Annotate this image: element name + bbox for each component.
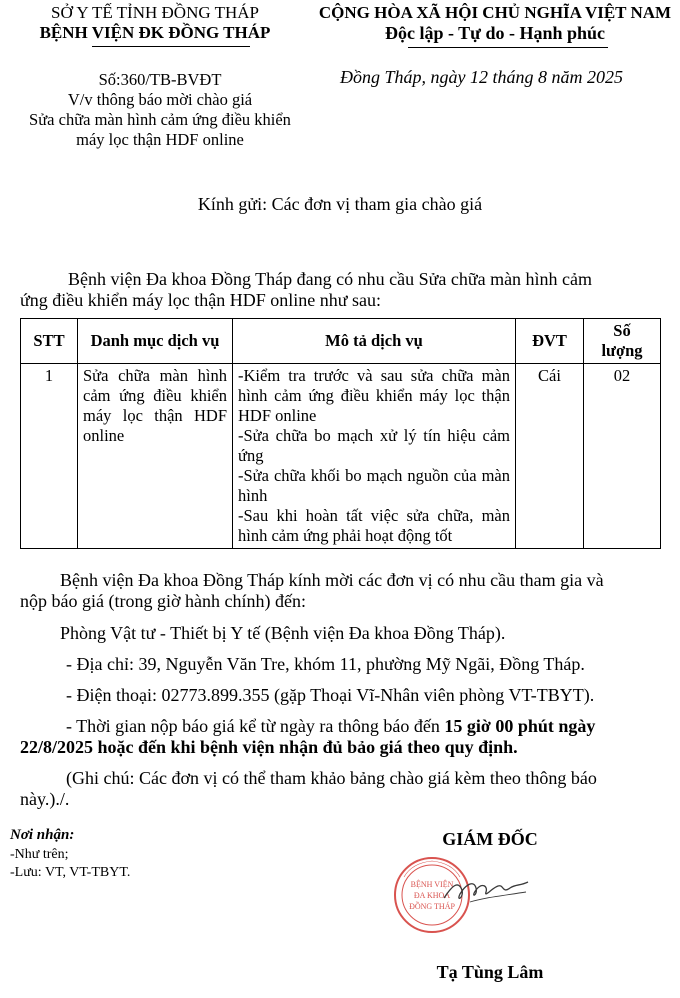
invite-line-2: nộp báo giá (trong giờ hành chính) đến: [20, 591, 306, 611]
department-name: SỞ Y TẾ TỈNH ĐỒNG THÁP [51, 3, 259, 22]
desc-item: -Kiểm tra trước và sau sửa chữa màn hình cảm ứng điều khiển máy lọc thận HDF online [238, 366, 510, 425]
desc-item: -Sửa chữa bo mạch xử lý tín hiệu cảm ứng [238, 426, 510, 465]
note-line-1: (Ghi chú: Các đơn vị có thể tham khảo bảng chào giá kèm theo thông báo [66, 768, 597, 788]
document-number: Số:360/TB-BVĐT [98, 70, 222, 89]
qty-header-line-1: Số [613, 321, 631, 340]
deadline-time: 15 giờ 00 phút ngày [444, 716, 596, 736]
cell-stt: 1 [21, 364, 78, 549]
phone-line: - Điện thoại: 02773.899.355 (gặp Thoại Vĩ-Nhân viên phòng VT-TBYT). [66, 685, 595, 705]
col-header-service: Danh mục dịch vụ [78, 319, 233, 364]
cell-description [233, 364, 516, 549]
subject-line-2: Sửa chữa màn hình cảm ứng điều khiển [29, 110, 291, 129]
service-table [20, 318, 661, 549]
department-line: Phòng Vật tư - Thiết bị Y tế (Bệnh viện Đa khoa Đồng Tháp). [60, 623, 506, 643]
col-header-unit: ĐVT [516, 319, 584, 364]
cell-quantity: 02 [584, 364, 661, 549]
invite-line-1: Bệnh viện Đa khoa Đồng Tháp kính mời các đơn vị có nhu cầu tham gia và [60, 570, 604, 590]
recipient-2: -Lưu: VT, VT-TBYT. [10, 865, 131, 880]
col-header-description: Mô tả dịch vụ [233, 319, 516, 364]
place-date: Đồng Tháp, ngày 12 tháng 8 năm 2025 [340, 67, 623, 87]
seal-text-1: BỆNH VIỆN [410, 880, 454, 889]
left-header-rule [92, 46, 250, 47]
seal-text-3: ĐỒNG THÁP [409, 902, 455, 911]
intro-line-1: Bệnh viện Đa khoa Đồng Tháp đang có nhu cầu Sửa chữa màn hình cảm [68, 269, 593, 289]
recipients-title: Nơi nhận: [10, 827, 75, 843]
deadline-prefix: - Thời gian nộp báo giá kể từ ngày ra thông báo đến [66, 716, 440, 736]
intro-line-2: ứng điều khiển máy lọc thận HDF online như sau: [20, 290, 381, 310]
director-name: Tạ Tùng Lâm [436, 962, 544, 982]
desc-item: -Sửa chữa khối bo mạch nguồn của màn hình [238, 466, 510, 505]
director-signature [440, 868, 532, 912]
deadline-line-1 [66, 715, 680, 737]
deadline-line-2: 22/8/2025 hoặc đến khi bệnh viện nhận đủ bảo giá theo quy định. [20, 737, 518, 757]
table-row [21, 364, 661, 549]
table-header-row [21, 319, 661, 364]
recipient-1: -Như trên; [10, 847, 69, 862]
national-motto: Độc lập - Tự do - Hạnh phúc [384, 23, 606, 43]
col-header-stt: STT [21, 319, 78, 364]
seal-text-2: ĐA KHOA [413, 891, 451, 900]
qty-header-line-2: lượng [601, 341, 643, 360]
right-header-rule [408, 47, 608, 48]
subject-line-3: máy lọc thận HDF online [76, 130, 244, 149]
director-title: GIÁM ĐỐC [442, 829, 538, 849]
cell-service: Sửa chữa màn hình cảm ứng điều khiển máy lọc thận HDF online [78, 364, 233, 549]
cell-unit: Cái [516, 364, 584, 549]
col-header-quantity [584, 319, 661, 364]
national-title: CỘNG HÒA XÃ HỘI CHỦ NGHĨA VIỆT NAM [318, 3, 672, 22]
greeting: Kính gửi: Các đơn vị tham gia chào giá [197, 194, 483, 214]
desc-item: -Sau khi hoàn tất việc sửa chữa, màn hình cảm ứng phải hoạt động tốt [238, 506, 510, 545]
note-line-2: này.)./. [20, 789, 70, 809]
subject-line-1: V/v thông báo mời chào giá [67, 90, 253, 109]
hospital-name: BỆNH VIỆN ĐK ĐỒNG THÁP [39, 23, 271, 42]
address-line: - Địa chỉ: 39, Nguyễn Văn Tre, khóm 11, phường Mỹ Ngãi, Đồng Tháp. [66, 654, 585, 674]
